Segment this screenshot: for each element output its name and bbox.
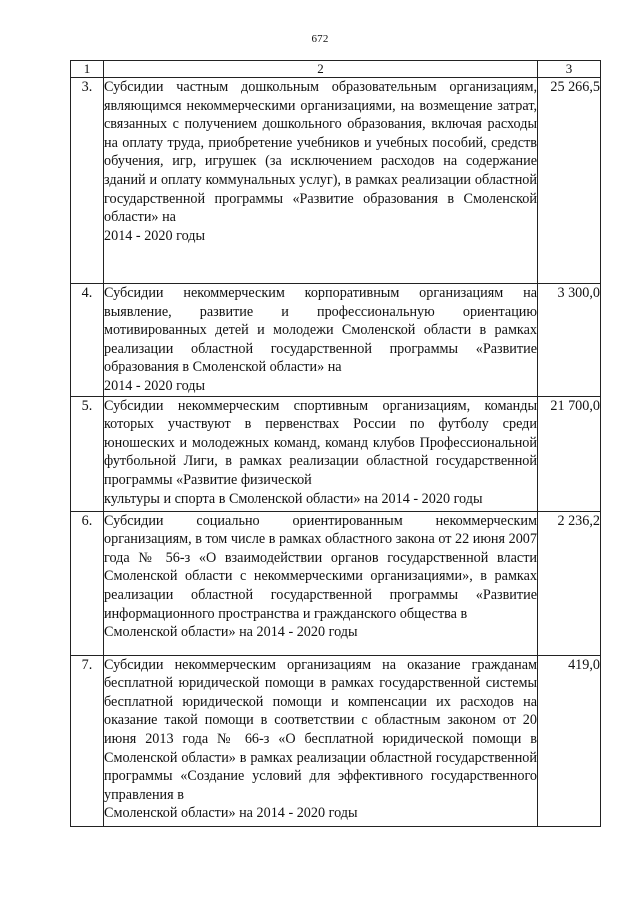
row-description-text: Субсидии некоммерческим корпоративным организациям на выявление, развитие и профессиональную ориентацию мотивированных детей и молодежи Смоленской области в рамках реализации областной государственной программы «Развитие образования в Смоленской области» на: [104, 285, 537, 376]
row-description-last-line: 2014 - 2020 годы: [104, 227, 206, 244]
subsidies-table: [70, 60, 601, 827]
row-amount: 21 700,0: [538, 396, 601, 511]
row-description-text: Субсидии социально ориентированным некоммерческим организациям, в том числе в рамках областного закона от 22 июня 2007 года № 56-з «О взаимодействии органов государственной власти Смоленской области с некоммерческими организациями», в рамках реализации областной государственной программы «Развитие информационного пространства и гражданского общества в: [104, 512, 537, 622]
column-header-number: 1: [71, 61, 104, 78]
table-row: [71, 284, 601, 397]
row-description: [104, 511, 538, 655]
row-description-last-line: 2014 - 2020 годы: [104, 377, 206, 394]
row-description-text: Субсидии некоммерческим организациям на оказание гражданам бесплатной юридической помощи в рамках государственной системы бесплатной юридической помощи и компенсации их расходов на оказание такой помощи в соответствии с областным законом от 20 июня 2013 года № 66-з «О бесплатной юридической помощи в Смоленской области» в рамках реализации областной государственной программы «Создание условий для эффективного государственного управления в: [104, 656, 537, 803]
column-header-description: 2: [104, 61, 538, 78]
table-row: [71, 396, 601, 511]
row-number: 6.: [71, 511, 104, 655]
row-description: [104, 655, 538, 826]
row-description: [104, 396, 538, 511]
table-header-row: [71, 61, 601, 78]
row-amount: 25 266,5: [538, 78, 601, 284]
page-number: 672: [311, 33, 329, 45]
row-number: 7.: [71, 655, 104, 826]
row-description-text: Субсидии некоммерческим спортивным организациям, команды которых участвуют в первенствах России по футболу среди юношеских и молодежных команд, команд клубов Профессиональной футбольной Лиги, в рамках реализации областной государственной программы «Развитие физической: [104, 397, 537, 488]
row-number: 3.: [71, 78, 104, 284]
row-number: 4.: [71, 284, 104, 397]
table-row: [71, 655, 601, 826]
row-amount: 2 236,2: [538, 511, 601, 655]
row-description-last-line: культуры и спорта в Смоленской области» на 2014 - 2020 годы: [104, 490, 483, 507]
row-description-text: Субсидии частным дошкольным образовательным организациям, являющимся некоммерческими организациями, на возмещение затрат, связанных с получением дошкольного образования, включая расходы на оплату труда, приобретение учебников и учебных пособий, средств обучения, игр, игрушек (за исключением расходов на содержание зданий и оплату коммунальных услуг), в рамках реализации областной государственной программы «Развитие образования в Смоленской области» на: [104, 79, 537, 226]
row-number: 5.: [71, 396, 104, 511]
column-header-amount: 3: [538, 61, 601, 78]
row-amount: 419,0: [538, 655, 601, 826]
row-description-last-line: Смоленской области» на 2014 - 2020 годы: [104, 624, 358, 641]
row-amount: 3 300,0: [538, 284, 601, 397]
row-description: [104, 78, 538, 284]
row-description: [104, 284, 538, 397]
table-row: [71, 511, 601, 655]
table-row: [71, 78, 601, 284]
row-description-last-line: Смоленской области» на 2014 - 2020 годы: [104, 805, 358, 822]
